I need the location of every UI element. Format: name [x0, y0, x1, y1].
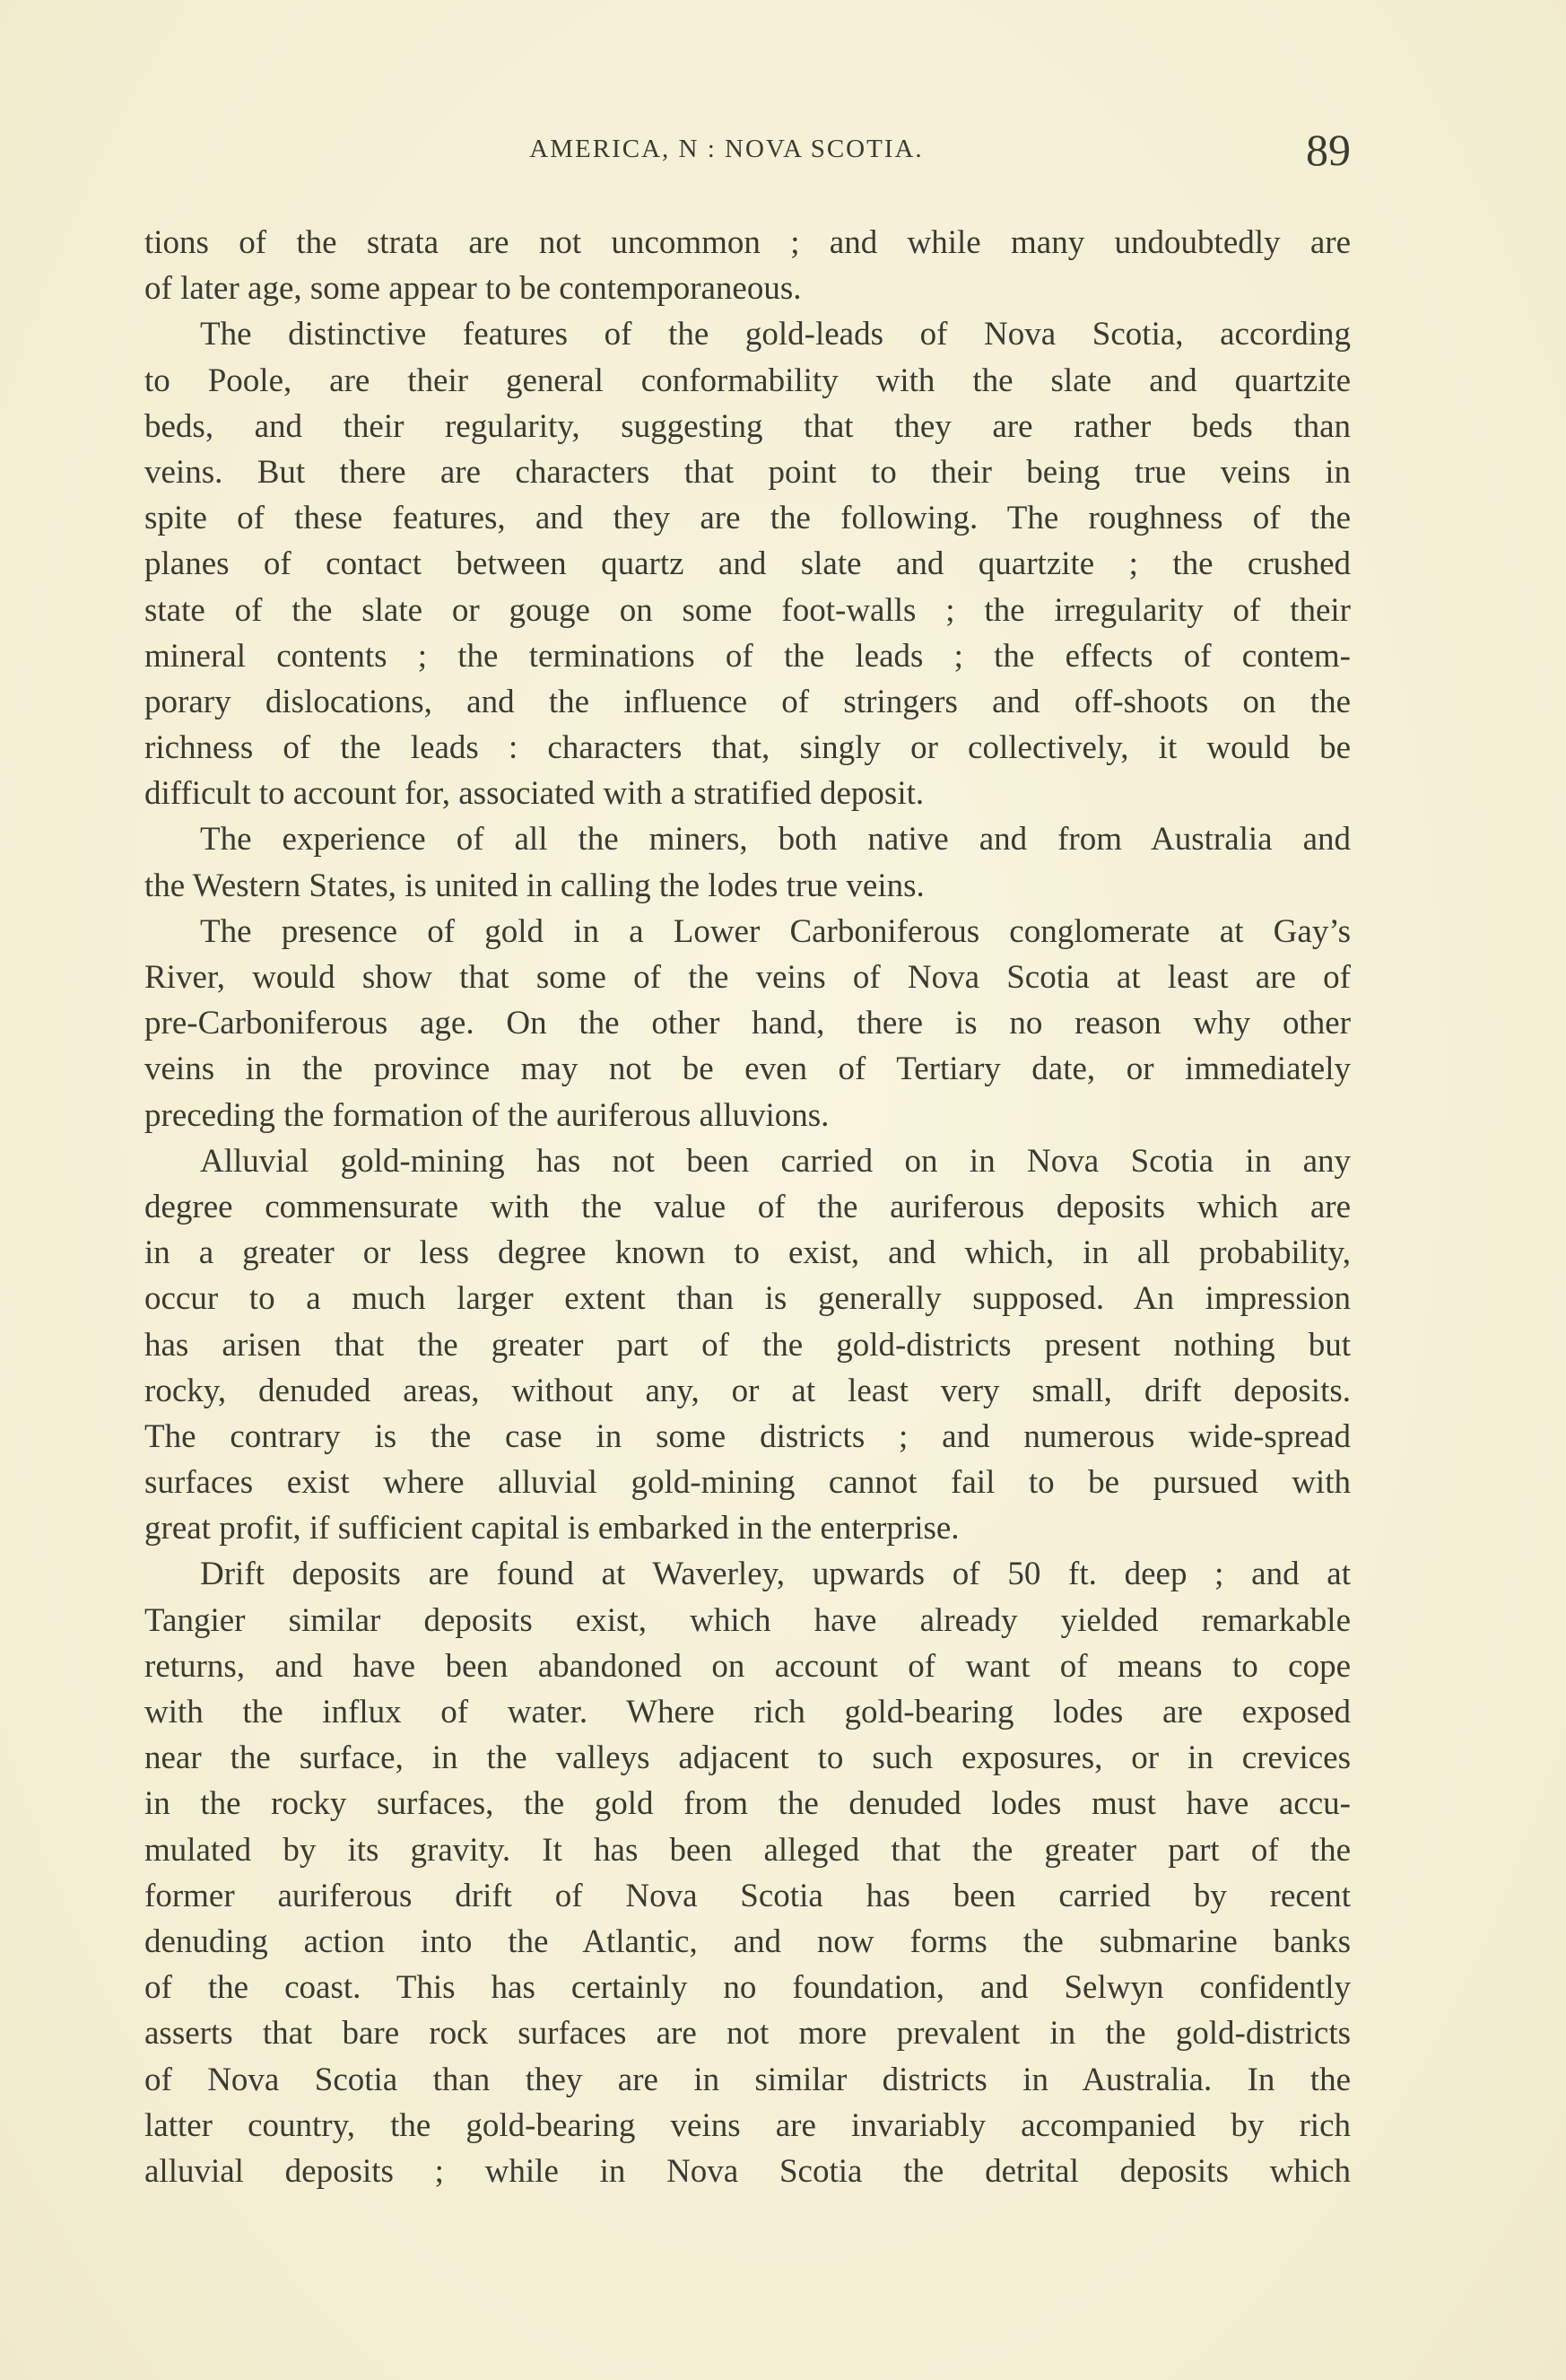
page-number: 89: [1306, 125, 1351, 175]
text-line: porary dislocations, and the influence of stringers and off-shoots on the: [144, 683, 1351, 720]
text-line: Tangier similar deposits exist, which have already yielded remarkable: [144, 1601, 1351, 1639]
text-line: richness of the leads : characters that, singly or collectively, it would be: [144, 729, 1351, 767]
text-line: degree commensurate with the value of the auriferous deposits which are: [144, 1188, 1351, 1225]
text-line: of later age, some appear to be contemporaneous.: [144, 270, 802, 308]
text-line: The presence of gold in a Lower Carboniferous conglomerate at Gay’s: [200, 912, 1351, 950]
text-line: mulated by its gravity. It has been alleged that the greater part of the: [144, 1831, 1351, 1869]
text-line: the Western States, is united in calling the lodes true veins.: [144, 867, 925, 904]
text-line: surfaces exist where alluvial gold-mining cannot fail to be pursued with: [144, 1464, 1351, 1502]
text-line: planes of contact between quartz and slate and quartzite ; the crushed: [144, 545, 1351, 583]
text-line: returns, and have been abandoned on account of want of means to cope: [144, 1647, 1351, 1685]
text-line: in a greater or less degree known to exist, and which, in all probability,: [144, 1234, 1351, 1272]
text-line: The contrary is the case in some districts ; and numerous wide-spread: [144, 1417, 1351, 1455]
text-line: occur to a much larger extent than is generally supposed. An impression: [144, 1280, 1351, 1318]
text-line: near the surface, in the valleys adjacent to such exposures, or in crevices: [144, 1739, 1351, 1777]
paragraph: [144, 909, 1351, 1138]
paragraph: [144, 220, 1351, 311]
text-line: River, would show that some of the veins of Nova Scotia at least are of: [144, 959, 1351, 996]
text-line: of Nova Scotia than they are in similar districts in Australia. In the: [144, 2061, 1351, 2098]
paragraph: [144, 1551, 1351, 2194]
text-line: beds, and their regularity, suggesting that they are rather beds than: [144, 407, 1351, 445]
paragraph: [144, 311, 1351, 816]
text-line: spite of these features, and they are the following. The roughness of the: [144, 500, 1351, 537]
text-line: preceding the formation of the auriferous alluvions.: [144, 1096, 830, 1134]
text-line: pre-Carboniferous age. On the other hand, there is no reason why other: [144, 1005, 1351, 1042]
text-line: Drift deposits are found at Waverley, upwards of 50 ft. deep ; and at: [200, 1556, 1351, 1593]
text-line: state of the slate or gouge on some foot-walls ; the irregularity of their: [144, 591, 1351, 629]
text-line: difficult to account for, associated with a stratified deposit.: [144, 775, 925, 813]
text-line: denuding action into the Atlantic, and now forms the submarine banks: [144, 1922, 1351, 1960]
text-line: with the influx of water. Where rich gold-bearing lodes are exposed: [144, 1694, 1351, 1731]
paragraph: [144, 816, 1351, 908]
body-text: [144, 220, 1351, 2194]
text-line: The distinctive features of the gold-leads of Nova Scotia, according: [200, 316, 1351, 353]
text-line: has arisen that the greater part of the gold-districts present nothing but: [144, 1326, 1351, 1364]
text-line: to Poole, are their general conformability with the slate and quartzite: [144, 362, 1351, 399]
text-line: rocky, denuded areas, without any, or at least very small, drift deposits.: [144, 1372, 1351, 1409]
text-line: tions of the strata are not uncommon ; and while many undoubtedly are: [144, 224, 1351, 261]
text-line: of the coast. This has certainly no foundation, and Selwyn confidently: [144, 1969, 1351, 2007]
text-line: The experience of all the miners, both native and from Australia and: [200, 821, 1351, 859]
text-line: former auriferous drift of Nova Scotia has been carried by recent: [144, 1877, 1351, 1914]
text-line: alluvial deposits ; while in Nova Scotia the detrital deposits which: [144, 2152, 1351, 2190]
text-line: asserts that bare rock surfaces are not more prevalent in the gold-districts: [144, 2015, 1351, 2053]
running-head: AMERICA, N : NOVA SCOTIA.: [529, 135, 924, 163]
text-line: Alluvial gold-mining has not been carried on in Nova Scotia in any: [200, 1142, 1351, 1180]
text-line: in the rocky surfaces, the gold from the denuded lodes must have accu-: [144, 1785, 1351, 1823]
text-line: veins. But there are characters that point to their being true veins in: [144, 453, 1351, 491]
paragraph: [144, 1138, 1351, 1552]
text-line: latter country, the gold-bearing veins are invariably accompanied by rich: [144, 2106, 1351, 2144]
text-line: mineral contents ; the terminations of the leads ; the effects of contem-: [144, 637, 1351, 675]
text-line: veins in the province may not be even of Tertiary date, or immediately: [144, 1051, 1351, 1088]
text-line: great profit, if sufficient capital is embarked in the enterprise.: [144, 1510, 960, 1547]
